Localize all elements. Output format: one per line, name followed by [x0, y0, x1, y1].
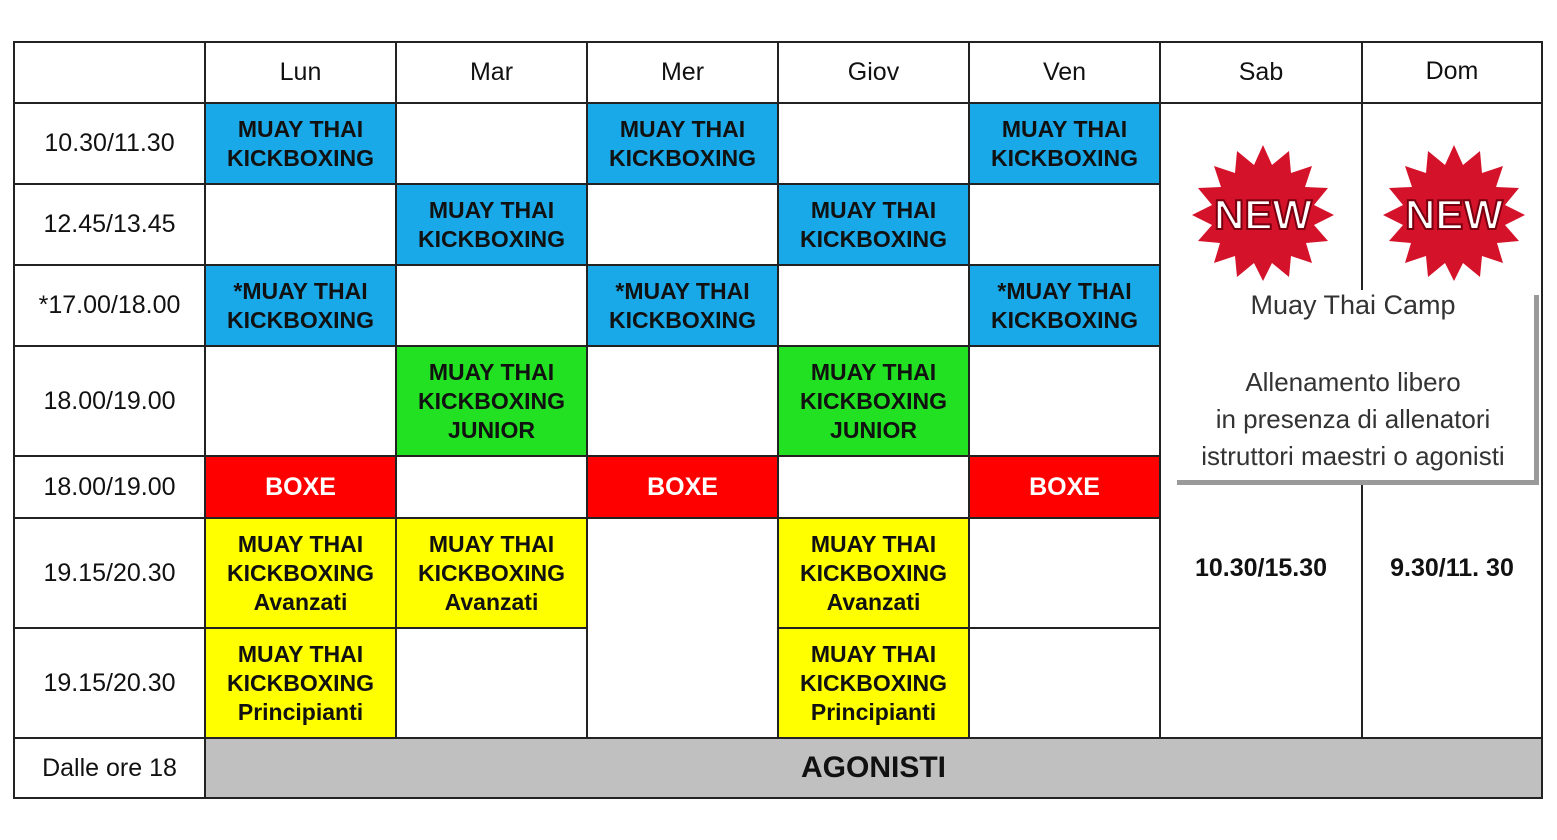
empty-ven-1915a: [968, 517, 1161, 629]
empty-ven-1800a: [968, 345, 1161, 457]
empty-mer-1245: [586, 183, 779, 266]
class-name: MUAY THAI: [810, 358, 937, 385]
class-style: KICKBOXING: [227, 669, 374, 696]
empty-mar-1800b: [395, 455, 588, 519]
camp-desc-line: istruttori maestri o agonisti: [1201, 441, 1505, 471]
empty-mer-1915: [586, 517, 779, 739]
class-lun-avanzati: [204, 517, 397, 629]
class-style: KICKBOXING: [800, 559, 947, 586]
header-lun: Lun: [204, 41, 397, 104]
header-mer: Mer: [586, 41, 779, 104]
header-dom: Dom: [1361, 41, 1543, 104]
agonisti-bar: AGONISTI: [204, 737, 1543, 799]
class-name: MUAY THAI: [810, 196, 937, 223]
class-name: MUAY THAI: [237, 115, 364, 142]
new-badge-sab: [1188, 143, 1338, 283]
empty-mar-1700: [395, 264, 588, 347]
class-style: KICKBOXING: [800, 669, 947, 696]
empty-ven-1245: [968, 183, 1161, 266]
time-slot-5: 18.00/19.00: [13, 455, 206, 519]
empty-giov-1800b: [777, 455, 970, 519]
class-name: MUAY THAI: [428, 196, 555, 223]
class-name: MUAY THAI: [237, 530, 364, 557]
camp-desc-line: in presenza di allenatori: [1215, 404, 1491, 434]
class-name: *MUAY THAI: [615, 277, 750, 304]
class-style: KICKBOXING: [418, 559, 565, 586]
class-style: KICKBOXING: [991, 306, 1138, 333]
class-mer-boxe: BOXE: [586, 455, 779, 519]
header-ven: Ven: [968, 41, 1161, 104]
class-giov-1800-junior: [777, 345, 970, 457]
class-lun-boxe: BOXE: [204, 455, 397, 519]
class-style: KICKBOXING: [800, 225, 947, 252]
class-mer-1030: [586, 102, 779, 185]
empty-giov-1030: [777, 102, 970, 185]
time-slot-8: Dalle ore 18: [13, 737, 206, 799]
time-slot-6: 19.15/20.30: [13, 517, 206, 629]
class-name: MUAY THAI: [1001, 115, 1128, 142]
class-giov-avanzati: [777, 517, 970, 629]
class-mar-avanzati: [395, 517, 588, 629]
camp-title: Muay Thai Camp: [1250, 290, 1456, 320]
class-name: *MUAY THAI: [233, 277, 368, 304]
header-sab: Sab: [1159, 41, 1363, 104]
empty-ven-1915b: [968, 627, 1161, 739]
camp-description: [1172, 364, 1534, 475]
empty-lun-1800a: [204, 345, 397, 457]
class-name: MUAY THAI: [428, 530, 555, 557]
class-level: Principianti: [810, 698, 937, 725]
sab-time: 10.30/15.30: [1194, 554, 1328, 582]
camp-info-panel: [1172, 290, 1534, 480]
header-corner: [13, 41, 206, 104]
class-level: JUNIOR: [448, 416, 535, 443]
empty-giov-1700: [777, 264, 970, 347]
badge-label: NEW: [1405, 191, 1503, 238]
class-mar-1800-junior: [395, 345, 588, 457]
class-level: Avanzati: [444, 588, 539, 615]
class-name: MUAY THAI: [428, 358, 555, 385]
class-name: *MUAY THAI: [997, 277, 1132, 304]
class-style: KICKBOXING: [227, 559, 374, 586]
time-slot-4: 18.00/19.00: [13, 345, 206, 457]
class-mer-1700: [586, 264, 779, 347]
class-lun-1700: [204, 264, 397, 347]
class-ven-boxe: BOXE: [968, 455, 1161, 519]
class-ven-1700: [968, 264, 1161, 347]
class-style: KICKBOXING: [991, 144, 1138, 171]
class-level: JUNIOR: [830, 416, 917, 443]
empty-mar-1915b: [395, 627, 588, 739]
header-giov: Giov: [777, 41, 970, 104]
class-mar-1245: [395, 183, 588, 266]
class-name: MUAY THAI: [810, 530, 937, 557]
header-mar: Mar: [395, 41, 588, 104]
badge-label: NEW: [1214, 191, 1312, 238]
time-slot-7: 19.15/20.30: [13, 627, 206, 739]
class-name: MUAY THAI: [810, 640, 937, 667]
class-giov-1245: [777, 183, 970, 266]
time-slot-2: 12.45/13.45: [13, 183, 206, 266]
class-name: MUAY THAI: [237, 640, 364, 667]
class-style: KICKBOXING: [227, 144, 374, 171]
time-slot-3: *17.00/18.00: [13, 264, 206, 347]
class-style: KICKBOXING: [609, 306, 756, 333]
class-style: KICKBOXING: [418, 387, 565, 414]
class-level: Avanzati: [826, 588, 921, 615]
class-style: KICKBOXING: [227, 306, 374, 333]
class-style: KICKBOXING: [800, 387, 947, 414]
dom-time: 9.30/11. 30: [1390, 554, 1514, 582]
empty-lun-1245: [204, 183, 397, 266]
camp-desc-line: Allenamento libero: [1245, 367, 1461, 397]
time-slot-1: 10.30/11.30: [13, 102, 206, 185]
class-lun-1030: [204, 102, 397, 185]
class-name: MUAY THAI: [619, 115, 746, 142]
class-ven-1030: [968, 102, 1161, 185]
new-badge-dom: [1379, 143, 1529, 283]
empty-mer-1800a: [586, 345, 779, 457]
class-giov-principianti: [777, 627, 970, 739]
class-style: KICKBOXING: [418, 225, 565, 252]
empty-mar-1030: [395, 102, 588, 185]
class-level: Principianti: [237, 698, 364, 725]
class-lun-principianti: [204, 627, 397, 739]
class-style: KICKBOXING: [609, 144, 756, 171]
class-level: Avanzati: [253, 588, 348, 615]
